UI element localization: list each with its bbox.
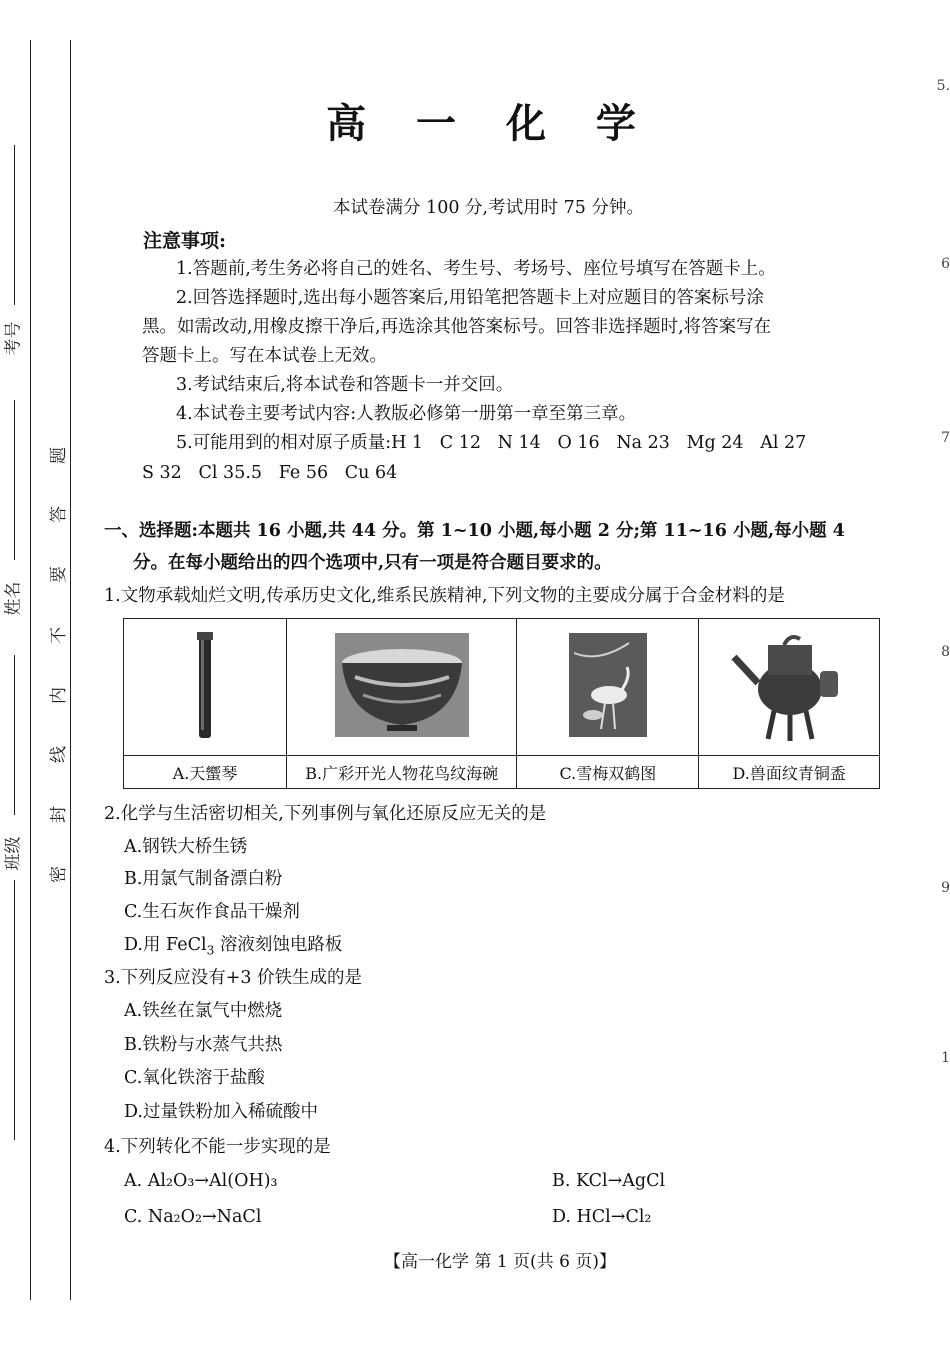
- notice-line: 黑。如需改动,用橡皮擦干净后,再选涂其他答案标号。回答非选择题时,将答案写在: [142, 317, 772, 337]
- banji-label: 班级: [3, 836, 24, 871]
- cranes-image: [569, 633, 647, 737]
- seal-char: 答: [49, 506, 69, 523]
- notice-line: 1.答题前,考生务必将自己的姓名、考生号、考场号、座位号填写在答题卡上。: [176, 259, 776, 279]
- edge-number: 6: [941, 256, 950, 272]
- kaohao-blank: [14, 145, 15, 305]
- option-d-pre: D.用 FeCl: [124, 935, 207, 955]
- option-d: D. HCl→Cl₂: [552, 1207, 652, 1227]
- seal-char: 封: [49, 806, 69, 823]
- option-d-post: 溶液刻蚀电路板: [214, 935, 343, 955]
- question-3-stem: 3.下列反应没有+3 价铁生成的是: [104, 968, 363, 988]
- option-b: B.用氯气制备漂白粉: [124, 869, 283, 889]
- artifact-caption: B.广彩开光人物花鸟纹海碗: [287, 756, 517, 789]
- artifact-caption: D.兽面纹青铜盉: [699, 756, 880, 789]
- notice-line: 答题卡上。写在本试卷上无效。: [142, 346, 387, 366]
- question-2-stem: 2.化学与生活密切相关,下列事例与氧化还原反应无关的是: [104, 804, 547, 824]
- artifact-caption: C.雪梅双鹤图: [517, 756, 699, 789]
- option-a: A.铁丝在氯气中燃烧: [124, 1001, 283, 1021]
- xingming-blank: [14, 400, 15, 560]
- question-4-stem: 4.下列转化不能一步实现的是: [104, 1137, 331, 1157]
- option-b: B.铁粉与水蒸气共热: [124, 1035, 283, 1055]
- option-a: A.钢铁大桥生锈: [124, 837, 248, 857]
- notice-line: 3.考试结束后,将本试卷和答题卡一并交回。: [176, 375, 514, 395]
- school-blank: [14, 880, 15, 1140]
- margin-line-inner: [70, 40, 71, 1300]
- seal-char: 内: [49, 687, 69, 704]
- edge-number: 9: [941, 880, 950, 896]
- edge-number: 1: [941, 1050, 950, 1066]
- bronze-he-image: [728, 627, 850, 743]
- page-title: 高 一 化 学: [326, 100, 654, 147]
- margin-line-outer: [30, 40, 31, 1300]
- seal-char: 密: [49, 866, 69, 883]
- page-footer: 【高一化学 第 1 页(共 6 页)】: [384, 1252, 616, 1272]
- notice-line: 5.可能用到的相对原子质量:H 1 C 12 N 14 O 16 Na 23 Mg 24 Al 27: [176, 433, 807, 453]
- qin-image: [185, 630, 225, 740]
- option-c: C.生石灰作食品干燥剂: [124, 902, 300, 922]
- notice-line: 2.回答选择题时,选出每小题答案后,用铅笔把答题卡上对应题目的答案标号涂: [176, 288, 764, 308]
- artifact-b-cell: [287, 619, 517, 756]
- edge-number: 5.: [936, 78, 950, 94]
- artifact-d-cell: [699, 619, 880, 756]
- notice-heading: 注意事项:: [143, 230, 227, 252]
- option-a: A. Al₂O₃→Al(OH)₃: [124, 1171, 278, 1191]
- artifact-table: [123, 618, 880, 789]
- notice-line: 4.本试卷主要考试内容:人教版必修第一册第一章至第三章。: [176, 404, 637, 424]
- option-d: [124, 934, 342, 962]
- section-heading: 分。在每小题给出的四个选项中,只有一项是符合题目要求的。: [133, 553, 612, 573]
- exam-subtitle: 本试卷满分 100 分,考试用时 75 分钟。: [333, 198, 644, 218]
- bowl-image: [335, 633, 469, 737]
- artifact-c-cell: [517, 619, 699, 756]
- edge-number: 7: [941, 430, 950, 446]
- section-heading: 一、选择题:本题共 16 小题,共 44 分。第 1~10 小题,每小题 2 分;第 11~16 小题,每小题 4: [104, 521, 845, 541]
- edge-number: 8: [941, 644, 950, 660]
- seal-char: 题: [49, 447, 69, 464]
- banji-blank: [14, 655, 15, 815]
- option-c: C.氧化铁溶于盐酸: [124, 1068, 265, 1088]
- option-d: D.过量铁粉加入稀硫酸中: [124, 1102, 318, 1122]
- kaohao-label: 考号: [3, 321, 24, 356]
- question-1-stem: 1.文物承载灿烂文明,传承历史文化,维系民族精神,下列文物的主要成分属于合金材料的是: [104, 586, 785, 606]
- option-c: C. Na₂O₂→NaCl: [124, 1207, 262, 1227]
- notice-line: S 32 Cl 35.5 Fe 56 Cu 64: [142, 463, 398, 483]
- seal-char: 线: [49, 746, 69, 763]
- artifact-a-cell: [124, 619, 287, 756]
- artifact-caption: A.天蠁琴: [124, 756, 287, 789]
- seal-char: 不: [49, 627, 69, 644]
- xingming-label: 姓名: [3, 581, 24, 616]
- seal-char: 要: [49, 566, 69, 583]
- option-d-sub: 3: [206, 943, 215, 958]
- option-b: B. KCl→AgCl: [552, 1171, 666, 1191]
